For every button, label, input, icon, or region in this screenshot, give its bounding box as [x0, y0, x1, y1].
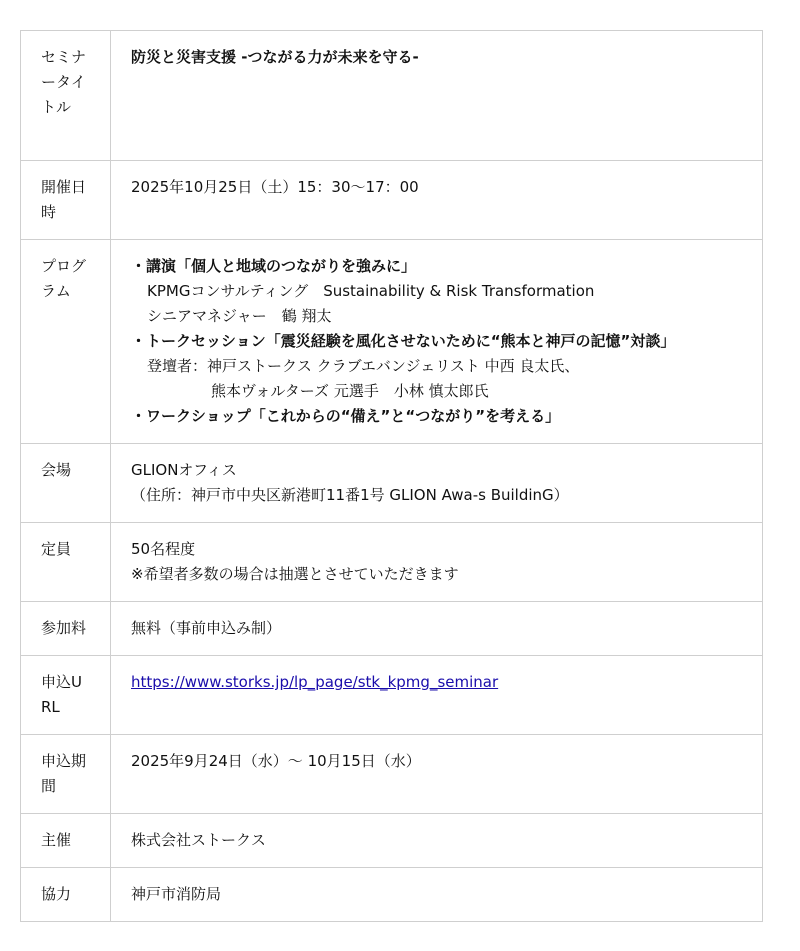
cooperation-value: 神戸市消防局 — [111, 868, 763, 922]
venue-name: GLIONオフィス — [131, 461, 237, 479]
program-item-detail: 登壇者：神戸ストークス クラブエバンジェリスト 中西 良太氏、 — [147, 357, 580, 375]
table-row-title — [21, 31, 763, 161]
seminar-info-table — [20, 30, 763, 922]
organizer-value: 株式会社ストークス — [111, 814, 763, 868]
program-item-title: ・トークセッション「震災経験を風化させないために“熊本と神戸の記憶”対談」 — [131, 332, 676, 350]
table-row-capacity — [21, 523, 763, 602]
seminar-title: 防災と災害支援 -つながる力が未来を守る- — [111, 31, 763, 161]
program-item-detail: KPMGコンサルティング Sustainability & Risk Transformation — [147, 282, 595, 300]
program-item-detail: 熊本ヴォルターズ 元選手 小林 慎太郎氏 — [211, 382, 489, 400]
row-label: 主催 — [21, 814, 111, 868]
program-item-title: ・ワークショップ「これからの“備え”と“つながり”を考える」 — [131, 407, 561, 425]
row-label: 参加料 — [21, 602, 111, 656]
table-row-datetime — [21, 161, 763, 240]
capacity-value: 50名程度 — [131, 540, 196, 558]
row-label: 定員 — [21, 523, 111, 602]
table-row-organizer — [21, 814, 763, 868]
application-period: 2025年9月24日（水）〜 10月15日（水） — [111, 735, 763, 814]
venue-details — [111, 444, 763, 523]
program-item-detail: シニアマネジャー 鶴 翔太 — [147, 307, 332, 325]
url-cell — [111, 656, 763, 735]
program-item-title: ・講演「個人と地域のつながりを強みに」 — [131, 257, 417, 275]
row-label: セミナータイトル — [21, 31, 111, 161]
row-label: 協力 — [21, 868, 111, 922]
fee-value: 無料（事前申込み制） — [111, 602, 763, 656]
capacity-note: ※希望者多数の場合は抽選とさせていただきます — [131, 565, 459, 583]
row-label: 会場 — [21, 444, 111, 523]
row-label: 申込期間 — [21, 735, 111, 814]
table-row-program — [21, 240, 763, 444]
table-row-cooperation — [21, 868, 763, 922]
event-datetime: 2025年10月25日（土）15：30〜17：00 — [111, 161, 763, 240]
table-row-period — [21, 735, 763, 814]
venue-address: （住所：神戸市中央区新港町11番1号 GLION Awa-s BuildinG） — [131, 486, 569, 504]
application-url-link[interactable]: https://www.storks.jp/lp_page/stk_kpmg_seminar — [131, 673, 499, 691]
row-label: 申込URL — [21, 656, 111, 735]
table-row-venue — [21, 444, 763, 523]
row-label: 開催日時 — [21, 161, 111, 240]
table-row-url — [21, 656, 763, 735]
row-label: プログラム — [21, 240, 111, 444]
table-row-fee — [21, 602, 763, 656]
capacity-details — [111, 523, 763, 602]
program-details — [111, 240, 763, 444]
